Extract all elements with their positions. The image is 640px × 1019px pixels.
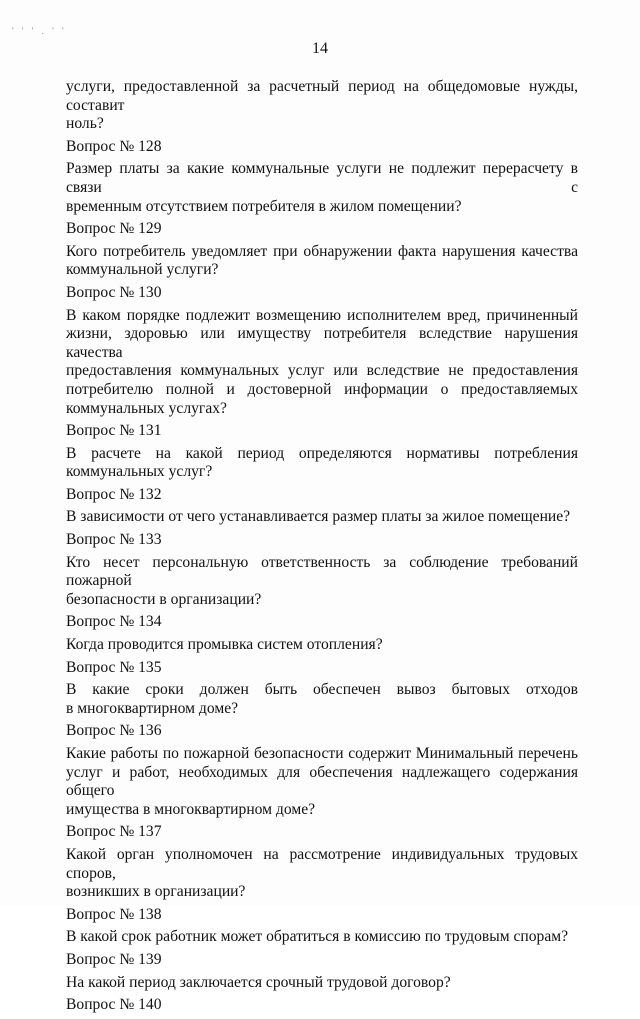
text-line: потребителю полной и достоверной информации о предоставляемых [66, 380, 578, 398]
text-line: предоставления коммунальных услуг или вследствие не предоставления [66, 362, 578, 380]
text-line: Какие работы по пожарной безопасности содержит Минимальный перечень [66, 745, 578, 762]
text-line: временным отсутствием потребителя в жилом помещении? [66, 197, 462, 215]
text-line: в многоквартирном доме? [66, 699, 239, 717]
question-text [66, 160, 578, 216]
text-line: В расчете на какой период определяются нормативы потребления [66, 444, 578, 462]
text-line: услуги, предоставленной за расчетный период на общедомовые нужды, составит [66, 78, 578, 114]
question-text [66, 554, 578, 610]
document-body [66, 78, 578, 1019]
text-line: В какие сроки должен быть обеспечен вывоз бытовых отходов [66, 681, 578, 699]
text-line: безопасности в организации? [66, 590, 262, 608]
text-line: жизни, здоровью или имуществу потребителя вследствие нарушения качества [66, 325, 578, 361]
text-line: Кого потребитель уведомляет при обнаружении факта нарушения качества [66, 242, 578, 260]
text-line: В зависимости от чего устанавливается размер платы за жилое помещение? [66, 508, 571, 526]
text-line: коммунальной услуги? [66, 261, 219, 279]
text-line: Размер платы за какие коммунальные услуги не подлежит перерасчету в связи с [66, 160, 578, 196]
question-text [66, 928, 578, 947]
text-line: ноль? [66, 115, 104, 133]
question-number: Вопрос № 131 [66, 422, 162, 440]
question-text [66, 243, 578, 280]
question-number: Вопрос № 138 [66, 905, 162, 923]
page-number: 14 [312, 40, 328, 57]
question-text [66, 508, 578, 527]
question-text [66, 846, 578, 902]
question-number: Вопрос № 140 [66, 996, 162, 1014]
question-text [66, 636, 578, 655]
question-text [66, 78, 578, 134]
question-number: Вопрос № 128 [66, 137, 162, 155]
question-number: Вопрос № 135 [66, 658, 162, 676]
text-line: На какой период заключается срочный трудовой договор? [66, 973, 451, 991]
question-number: Вопрос № 133 [66, 531, 162, 549]
question-text [66, 681, 578, 718]
question-text [66, 974, 578, 993]
text-line: В какой срок работник может обратиться в комиссию по трудовым спорам? [66, 928, 569, 946]
question-text [66, 445, 578, 482]
question-number: Вопрос № 134 [66, 613, 162, 631]
question-text [66, 745, 578, 819]
question-number: Вопрос № 136 [66, 722, 162, 740]
question-number: Вопрос № 137 [66, 823, 162, 841]
text-line: Кто несет персональную ответственность за соблюдение требований пожарной [66, 553, 578, 590]
text-line: В каком порядке подлежит возмещению исполнителем вред, причиненный [66, 306, 578, 324]
scan-specks: ' ' ' . ' ' [12, 26, 67, 36]
text-line: услуг и работ, необходимых для обеспечения надлежащего содержания общего [66, 763, 578, 800]
question-text [66, 307, 578, 419]
question-number: Вопрос № 129 [66, 220, 162, 238]
question-number: Вопрос № 132 [66, 485, 162, 503]
text-line: имущества в многоквартирном доме? [66, 800, 316, 818]
text-line: Когда проводится промывка систем отопления? [66, 636, 383, 654]
text-line: коммунальных услугах? [66, 399, 227, 417]
text-line: коммунальных услуг? [66, 463, 213, 481]
text-line: Какой орган уполномочен на рассмотрение индивидуальных трудовых споров, [66, 845, 578, 882]
text-line: возникших в организации? [66, 883, 246, 901]
question-number: Вопрос № 130 [66, 283, 162, 301]
question-number: Вопрос № 139 [66, 950, 162, 968]
